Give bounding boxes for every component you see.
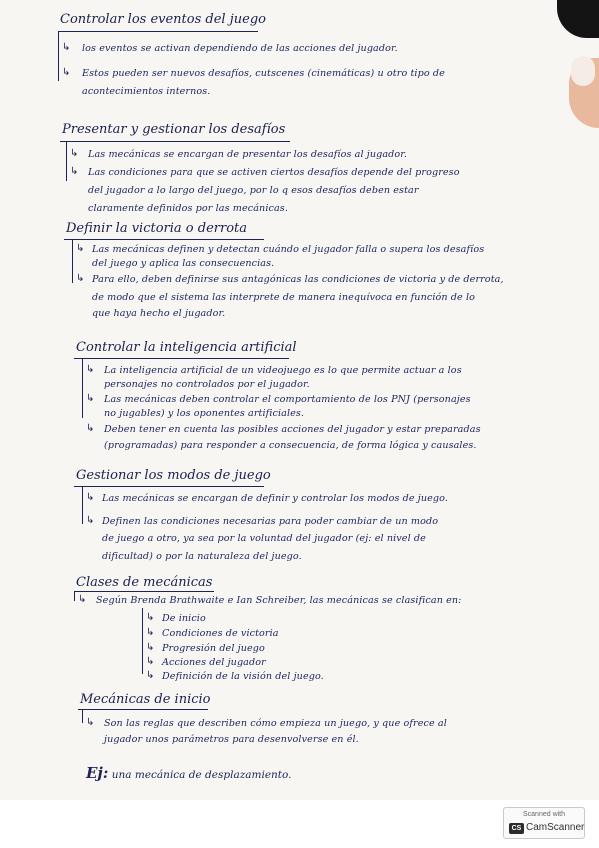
note-line: Deben tener en cuenta las posibles acciones del jugador y estar preparadas xyxy=(104,424,481,435)
heading-underline xyxy=(60,141,290,142)
note-line: Las mecánicas definen y detectan cuándo el jugador falla o supera los desafíos xyxy=(92,244,485,255)
arrow-bullet-icon: ↳ xyxy=(146,670,155,681)
arrow-bullet-icon: ↳ xyxy=(70,166,79,177)
section-heading: Definir la victoria o derrota xyxy=(66,221,247,236)
note-line: del juego y aplica las consecuencias. xyxy=(92,258,275,269)
watermark-brand: CamScanner xyxy=(526,822,585,833)
heading-underline xyxy=(58,31,258,32)
bracket-line xyxy=(82,358,83,418)
section-heading: Presentar y gestionar los desafíos xyxy=(62,122,286,137)
heading-underline xyxy=(74,591,214,592)
heading-underline xyxy=(78,709,208,710)
heading-underline xyxy=(74,358,289,359)
sublist-item: Acciones del jugador xyxy=(162,657,266,668)
fingernail xyxy=(571,56,595,86)
arrow-bullet-icon: ↳ xyxy=(146,642,155,653)
heading-underline xyxy=(64,239,264,240)
note-line: de modo que el sistema las interprete de manera inequívoca en función de lo xyxy=(92,292,475,303)
note-line: claramente definidos por las mecánicas. xyxy=(88,203,288,214)
note-line: Estos pueden ser nuevos desafíos, cutscenes (cinemáticas) u otro tipo de xyxy=(82,68,445,79)
example-line xyxy=(86,766,292,782)
sublist-item: Condiciones de victoria xyxy=(162,628,279,639)
arrow-bullet-icon: ↳ xyxy=(86,492,95,503)
arrow-bullet-icon: ↳ xyxy=(70,148,79,159)
arrow-bullet-icon: ↳ xyxy=(146,612,155,623)
sublist-bracket-line xyxy=(142,608,143,674)
note-line: Las mecánicas se encargan de presentar los desafíos al jugador. xyxy=(88,149,408,160)
arrow-bullet-icon: ↳ xyxy=(146,656,155,667)
note-line: los eventos se activan dependiendo de las acciones del jugador. xyxy=(82,43,398,54)
arrow-bullet-icon: ↳ xyxy=(62,42,71,53)
watermark-caption: Scanned with xyxy=(522,811,566,818)
note-line: Son las reglas que describen cómo empieza un juego, y que ofrece al xyxy=(104,718,447,729)
note-line: del jugador a lo largo del juego, por lo q esos desafíos deben estar xyxy=(88,185,419,196)
camscanner-logo-icon: CS xyxy=(509,823,524,834)
note-line: dificultad) o por la naturaleza del juego. xyxy=(102,551,302,562)
example-prefix: Ej: xyxy=(86,764,109,782)
arrow-bullet-icon: ↳ xyxy=(86,364,95,375)
arrow-bullet-icon: ↳ xyxy=(78,594,87,605)
section-heading: Gestionar los modos de juego xyxy=(76,468,271,483)
section-heading: Controlar los eventos del juego xyxy=(60,12,266,27)
note-line: Según Brenda Brathwaite e Ian Schreiber, las mecánicas se clasifican en: xyxy=(96,595,462,606)
arrow-bullet-icon: ↳ xyxy=(86,515,95,526)
note-line: personajes no controlados por el jugador. xyxy=(104,379,310,390)
bracket-line xyxy=(58,31,59,81)
arrow-bullet-icon: ↳ xyxy=(146,627,155,638)
note-line: de juego a otro, ya sea por la voluntad del jugador (ej: el nivel de xyxy=(102,533,426,544)
note-line: no jugables) y los oponentes artificiales. xyxy=(104,408,305,419)
example-text: una mecánica de desplazamiento. xyxy=(111,769,292,781)
background-corner xyxy=(557,0,599,38)
heading-underline xyxy=(74,486,264,487)
note-line: que haya hecho el jugador. xyxy=(92,308,226,319)
sublist-item: Definición de la visión del juego. xyxy=(162,671,324,682)
note-line: acontecimientos internos. xyxy=(82,86,211,97)
bracket-line xyxy=(66,141,67,181)
sublist-item: De inicio xyxy=(162,613,206,624)
note-line: Las condiciones para que se activen ciertos desafíos depende del progreso xyxy=(88,167,460,178)
arrow-bullet-icon: ↳ xyxy=(86,393,95,404)
note-line: jugador unos parámetros para desenvolverse en él. xyxy=(104,734,359,745)
bracket-line xyxy=(82,486,83,524)
note-line: La inteligencia artificial de un videojuego es lo que permite actuar a los xyxy=(104,365,462,376)
note-line: Para ello, deben definirse sus antagónicas las condiciones de victoria y de derrota, xyxy=(92,274,504,285)
arrow-bullet-icon: ↳ xyxy=(86,423,95,434)
section-heading: Controlar la inteligencia artificial xyxy=(76,340,297,355)
section-heading: Mecánicas de inicio xyxy=(80,692,211,707)
sublist-item: Progresión del juego xyxy=(162,643,265,654)
bracket-line xyxy=(72,239,73,283)
arrow-bullet-icon: ↳ xyxy=(62,67,71,78)
bracket-line xyxy=(74,591,75,601)
arrow-bullet-icon: ↳ xyxy=(76,273,85,284)
arrow-bullet-icon: ↳ xyxy=(86,717,95,728)
note-line: Definen las condiciones necesarias para poder cambiar de un modo xyxy=(102,516,439,527)
camscanner-watermark xyxy=(503,807,585,839)
note-line: Las mecánicas se encargan de definir y controlar los modos de juego. xyxy=(102,493,449,504)
note-line: Las mecánicas deben controlar el comportamiento de los PNJ (personajes xyxy=(104,394,471,405)
section-heading: Clases de mecánicas xyxy=(76,575,213,590)
note-line: (programadas) para responder a consecuencia, de forma lógica y causales. xyxy=(104,440,477,451)
bracket-line xyxy=(82,709,83,723)
arrow-bullet-icon: ↳ xyxy=(76,243,85,254)
